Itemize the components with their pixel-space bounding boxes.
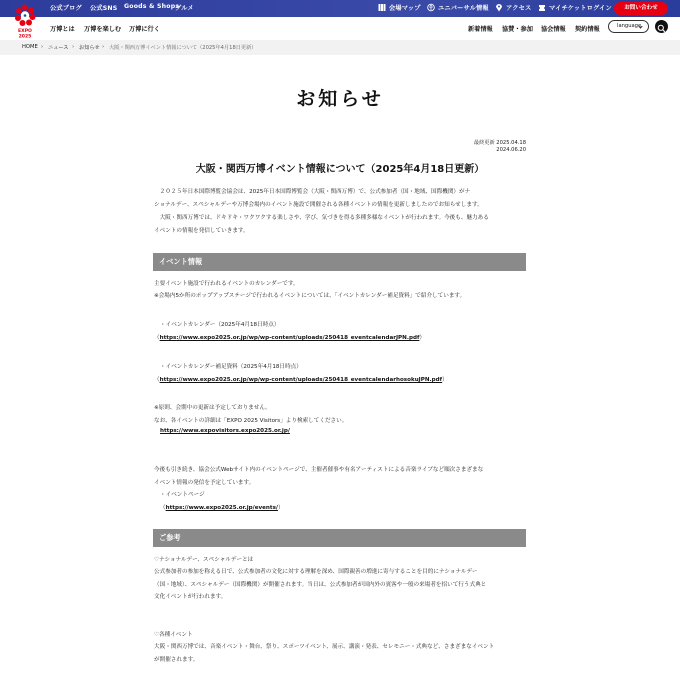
nav-contract-info[interactable]: 契約情報 xyxy=(575,26,600,33)
outro-text: イベント情報の発信を予定しています。 xyxy=(154,480,255,486)
official-sns-link[interactable]: 公式SNS xyxy=(90,5,118,12)
intro-line: ２０２５年日本国際博覧会協会は、2025年日本国際博覧会（大阪・関西万博）で、公式参加者（国・地域、国際機関）がナ xyxy=(154,189,471,195)
national-day-heading: ♡ナショナルデー、スペシャルデーとは xyxy=(154,557,254,563)
nav-news[interactable]: 新着情報 xyxy=(468,26,493,33)
breadcrumb-home[interactable]: HOME xyxy=(22,44,38,50)
expo-2025-logo[interactable] xyxy=(14,3,36,39)
gourmet-link[interactable]: グルメ xyxy=(175,5,194,12)
chevron-down-icon xyxy=(638,24,642,28)
page-title: お知らせ xyxy=(296,88,384,110)
universal-info-link[interactable]: ユニバーサル情報 xyxy=(438,5,489,12)
events-text: 大阪・関西万博では、音楽イベント・舞台、祭り、スポーツイベント、展示、講演・発表、セレモニー・式典など、さまざまなイベント xyxy=(154,644,495,650)
published-date: 2024.06.20 xyxy=(496,146,526,153)
event-calendar-supplement-link-row: （https://www.expo2025.or.jp/wp/wp-content/uploads/250418_eventcalendarhosokuJPN.pdf） xyxy=(154,377,448,383)
contact-button[interactable]: お問い合わせ xyxy=(614,2,668,15)
nav-about-expo[interactable]: 万博とは xyxy=(50,26,75,33)
national-day-text: （国・地域）、スペシャルデー（国際機関）が開催されます。当日は、公式参加者が国内外の賓客や一般の来場者を招いて行う式典と xyxy=(154,582,487,588)
location-pin-icon xyxy=(495,3,503,12)
svg-text:2025: 2025 xyxy=(18,34,32,39)
nav-sponsorship[interactable]: 協賛・参加 xyxy=(502,26,533,33)
language-selector[interactable] xyxy=(608,20,649,33)
events-heading: ♡各種イベント xyxy=(154,632,193,638)
breadcrumb-chevron-icon: › xyxy=(72,44,75,50)
ticket-icon xyxy=(538,3,546,12)
national-day-text: 文化イベントが行われます。 xyxy=(154,594,227,600)
nav-go-to-expo[interactable]: 万博に行く xyxy=(129,26,160,33)
events-text: が開催されます。 xyxy=(154,657,199,663)
event-page-label: ・イベントページ xyxy=(160,492,205,498)
search-icon xyxy=(655,22,668,35)
breadcrumb-chevron-icon: › xyxy=(102,44,105,50)
goods-shops-link[interactable]: Goods & Shops xyxy=(124,3,180,10)
svg-text:EXPO: EXPO xyxy=(18,29,32,34)
breadcrumb-chevron-icon: › xyxy=(41,44,44,50)
section-heading-reference: ご参考 xyxy=(153,529,526,547)
note-text: ※原則、会期中の更新は予定しておりません。 xyxy=(154,405,271,411)
map-icon xyxy=(378,3,386,12)
nav-association-info[interactable]: 協会情報 xyxy=(541,26,566,33)
section-text: 主要イベント施設で行われるイベントのカレンダーです。 xyxy=(154,281,299,287)
updated-dates xyxy=(474,140,526,153)
top-bar xyxy=(0,0,680,17)
my-ticket-login-link[interactable]: マイチケットログイン xyxy=(549,5,612,12)
universal-icon xyxy=(427,3,435,12)
search-button[interactable] xyxy=(655,20,668,33)
event-page-link-row: （https://www.expo2025.or.jp/events/） xyxy=(160,505,284,511)
nav-enjoy-expo[interactable]: 万博を楽しむ xyxy=(84,26,122,33)
section-text: ※会場内5か所のポップアップステージで行われるイベントについては、「イベントカレンダー補足資料」で紹介しています。 xyxy=(154,293,466,299)
official-blog-link[interactable]: 公式ブログ xyxy=(50,5,82,12)
outro-text: 今後も引き続き、協会公式Webサイト内のイベントページで、主催者催事や有名アーティストによる音楽ライブなど順次さまざまな xyxy=(154,467,484,473)
breadcrumb-current: 大阪・関西万博イベント情報について（2025年4月18日更新） xyxy=(109,45,257,51)
intro-line: 大阪・関西万博では、ドキドキ・ワクワクする楽しさや、学び、気づきを得る多種多様なイベントが行われます。今後も、魅力ある xyxy=(154,215,489,221)
expo-visitors-link[interactable]: https://www.expovisitors.expo2025.or.jp/ xyxy=(160,428,290,434)
intro-line: イベントの情報を発信していきます。 xyxy=(154,228,249,234)
note-text: なお、各イベントの詳細は「EXPO 2025 Visitors」より検索してください。 xyxy=(154,418,348,424)
event-calendar-label: ・イベントカレンダー（2025年4月18日時点） xyxy=(160,322,280,328)
event-page-link[interactable]: https://www.expo2025.or.jp/events/ xyxy=(165,505,278,511)
access-link[interactable]: アクセス xyxy=(506,5,532,12)
event-calendar-pdf-link[interactable]: https://www.expo2025.or.jp/wp/wp-content/uploads/250418_eventcalendarJPN.pdf xyxy=(159,335,420,341)
breadcrumb-news[interactable]: ニュース xyxy=(48,45,69,51)
event-calendar-link-row: （https://www.expo2025.or.jp/wp/wp-content/uploads/250418_eventcalendarJPN.pdf） xyxy=(154,335,426,341)
national-day-text: 公式参加者の参加を称える日で、公式参加者の文化に対する理解を深め、国際親善の増進に寄与することを目的にナショナルデー xyxy=(154,569,478,575)
breadcrumb-notices[interactable]: お知らせ xyxy=(79,45,100,51)
last-updated: 最終更新 2025.04.18 xyxy=(473,140,526,146)
event-calendar-supplement-pdf-link[interactable]: https://www.expo2025.or.jp/wp/wp-content/uploads/250418_eventcalendarhosokuJPN.pdf xyxy=(159,377,443,383)
intro-line: ショナルデー、スペシャルデーや万博会場内のイベント施設で開催される各種イベントの情報を更新しましたのでお知らせします。 xyxy=(154,202,483,208)
visitors-link-row xyxy=(160,428,532,434)
article-title: 大阪・関西万博イベント情報について（2025年4月18日更新） xyxy=(195,164,485,175)
language-label: language xyxy=(617,23,642,29)
event-calendar-supplement-label: ・イベントカレンダー補足資料（2025年4月18日時点） xyxy=(160,364,302,370)
section-heading-event-info: イベント情報 xyxy=(153,253,526,271)
venue-map-link[interactable]: 会場マップ xyxy=(389,5,421,12)
